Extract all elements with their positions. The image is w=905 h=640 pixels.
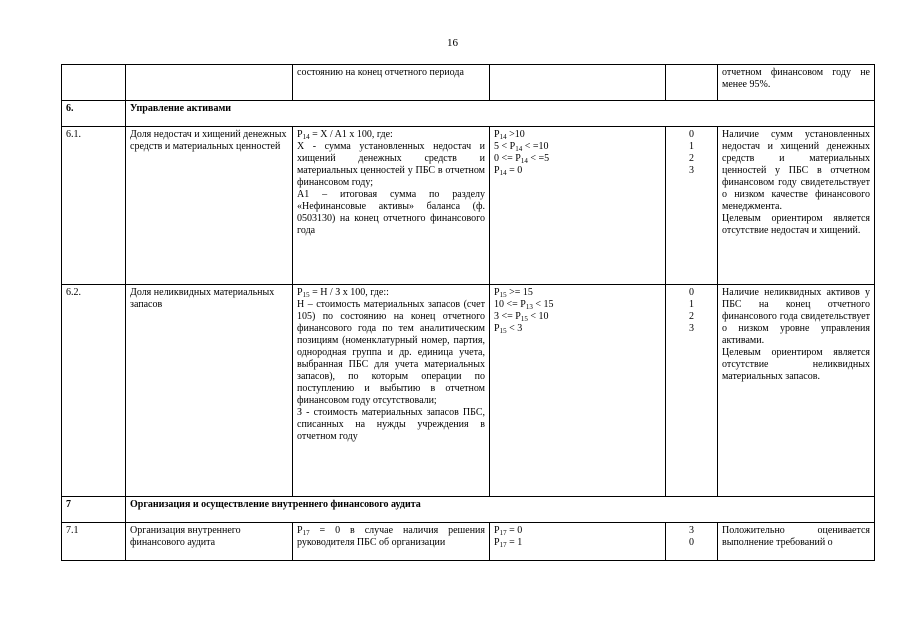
section-number: 6. (62, 101, 126, 127)
score: 0 (689, 287, 694, 298)
section-number: 7 (62, 497, 126, 523)
formula-line: X - сумма установленных недостач и хищений денежных средств и материальных ценностей у ПБС в отчетном финансовом году; (297, 141, 485, 188)
formula-line: Н – стоимость материальных запасов (счет 105) по состоянию на конец отчетного финансового года по тем аналитическим позициям (номенклатурный номер, партия, однородная группа и др. единица учета, выбранная ПБС для учета материальных запасов), по которым операции по поступлению и выбытию в отчетном финансовом году отсутствовали; (297, 299, 485, 406)
cell-formula (293, 285, 490, 497)
conclusion-line: Наличие неликвидных активов у ПБС на конец отчетного финансового года свидетельствует о низком уровне управления активами. (722, 287, 870, 346)
criteria-table (61, 64, 875, 561)
cell-conclusion (718, 285, 875, 497)
score: 3 (689, 165, 694, 176)
conclusion-line: Целевым ориентиром является отсутствие недостач и хищений. (722, 213, 870, 236)
formula-line: $P_{17} = 0$ в случае наличия решения руководителя ПБС об организации (297, 525, 485, 548)
score: 0 (689, 537, 694, 548)
table-row (62, 523, 875, 561)
condition-line: $0 <= P_{14} < =5$ (494, 153, 550, 165)
condition-line: $5 < P_{14} < =10$ (494, 141, 549, 153)
formula-line: $P_{15} = Н / З$ x 100, где:: (297, 287, 389, 299)
condition-line: $P_{17} = 0$ (494, 525, 523, 537)
score: 1 (689, 299, 694, 310)
score: 1 (689, 141, 694, 152)
conclusion-line: отчетном финансовом году не менее 95%. (722, 67, 870, 90)
condition-line: $P_{15} >= 15$ (494, 287, 533, 299)
score: 2 (689, 153, 694, 164)
table-row (62, 127, 875, 285)
formula-line: A1 – итоговая сумма по разделу «Нефинансовые активы» баланса (ф. 0503130) на конец отчетного финансового года (297, 189, 485, 236)
condition-line: $P_{14} = 0$ (494, 165, 523, 177)
cell-no: 6.1. (62, 127, 126, 285)
cell-no: 6.2. (62, 285, 126, 497)
formula-line: состоянию на конец отчетного периода (297, 67, 464, 78)
section-row (62, 101, 875, 127)
formula-line: $P_{14} = X / A1$ x 100, где: (297, 129, 393, 141)
table-row (62, 285, 875, 497)
conclusion-line: Наличие сумм установленных недостач и хищений денежных средств и материальных ценностей у ПБС в отчетном финансовом году свидетельствует о низком качестве финансового менеджмента. (722, 129, 870, 212)
cell-conclusion (718, 523, 875, 561)
score: 2 (689, 311, 694, 322)
cell-conditions (490, 523, 666, 561)
condition-line: $P_{14} >10$ (494, 129, 525, 141)
condition-line: $P_{15} < 3$ (494, 323, 523, 335)
condition-line: $3 <= P_{15} < 10$ (494, 311, 549, 323)
page-number: 16 (447, 37, 458, 49)
cell-formula (293, 523, 490, 561)
cell-conditions (490, 127, 666, 285)
cell-conclusion (718, 65, 875, 101)
cell-scores (666, 65, 718, 101)
cell-conditions (490, 65, 666, 101)
section-row (62, 497, 875, 523)
score: 3 (689, 525, 694, 536)
cell-scores (666, 127, 718, 285)
condition-line: $P_{17} = 1$ (494, 537, 523, 549)
conclusion-line: Положительно оценивается выполнение требований о (722, 525, 870, 548)
cell-name: Доля недостач и хищений денежных средств и материальных ценностей (126, 127, 293, 285)
formula-line: З - стоимость материальных запасов ПБС, списанных на нужды учреждения в отчетном году (297, 407, 485, 442)
score: 3 (689, 323, 694, 334)
score: 0 (689, 129, 694, 140)
cell-scores (666, 523, 718, 561)
cell-name (126, 65, 293, 101)
cell-formula (293, 65, 490, 101)
cell-formula (293, 127, 490, 285)
conclusion-line: Целевым ориентиром является отсутствие неликвидных материальных запасов. (722, 347, 870, 382)
cell-name: Доля неликвидных материальных запасов (126, 285, 293, 497)
cell-conditions (490, 285, 666, 497)
section-title: Управление активами (126, 101, 875, 127)
section-title: Организация и осуществление внутреннего финансового аудита (126, 497, 875, 523)
cell-scores (666, 285, 718, 497)
cell-name: Организация внутреннего финансового аудита (126, 523, 293, 561)
cell-no: 7.1 (62, 523, 126, 561)
cell-no (62, 65, 126, 101)
cell-conclusion (718, 127, 875, 285)
table-row-continuation (62, 65, 875, 101)
condition-line: $10 <= P_{13} < 15$ (494, 299, 554, 311)
